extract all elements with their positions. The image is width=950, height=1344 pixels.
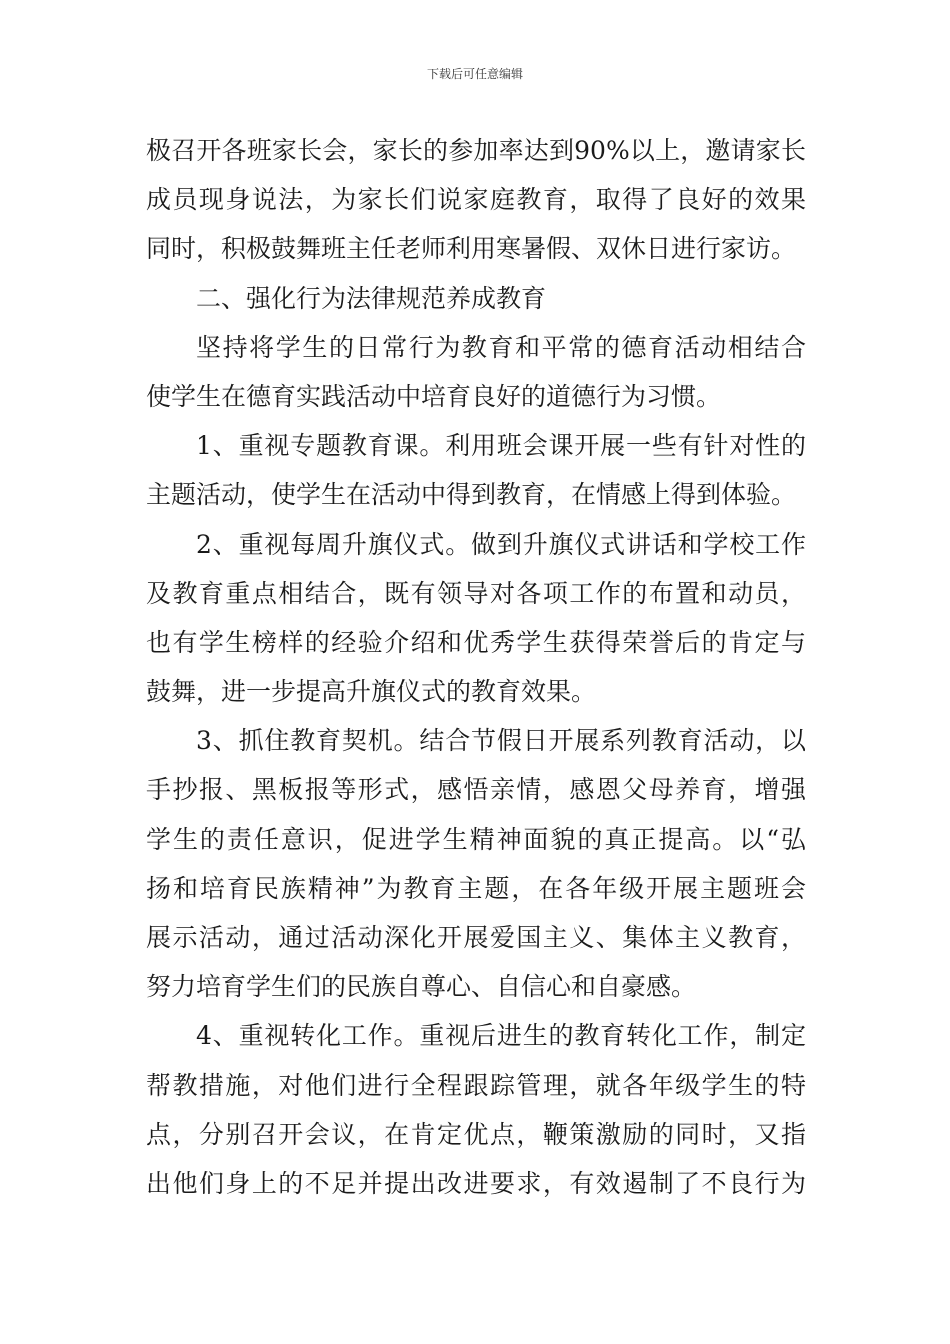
text-line: 2、重视每周升旗仪式。做到升旗仪式讲话和学校工作 [196,529,806,559]
text-line: 也有学生榜样的经验介绍和优秀学生获得荣誉后的肯定与 [146,627,806,657]
text-line: 扬和培育民族精神”为教育主题，在各年级开展主题班会 [146,873,806,903]
document-body [146,126,806,1208]
text-line: 帮教措施，对他们进行全程跟踪管理，就各年级学生的特 [146,1070,806,1100]
text-line: 主题活动，使学生在活动中得到教育，在情感上得到体验。 [146,480,797,510]
page-header: 下载后可任意编辑 [426,67,523,81]
text-line: 坚持将学生的日常行为教育和平常的德育活动相结合 [196,332,806,362]
text-line: 极召开各班家长会，家长的参加率达到90%以上，邀请家长 [146,136,806,165]
text-line: 成员现身说法，为家长们说家庭教育，取得了良好的效果 [146,185,806,215]
text-line: 及教育重点相结合，既有领导对各项工作的布置和动员， [146,578,806,608]
text-line: 点，分别召开会议，在肯定优点，鞭策激励的同时，又指 [146,1119,806,1149]
text-line: 1、重视专题教育课。利用班会课开展一些有针对性的 [196,431,806,461]
text-line: 使学生在德育实践活动中培育良好的道德行为习惯。 [146,381,722,411]
text-line: 展示活动，通过活动深化开展爱国主义、集体主义教育， [146,923,806,952]
text-line: 出他们身上的不足并提出改进要求，有效遏制了不良行为 [146,1168,806,1198]
text-line: 手抄报、黑板报等形式，感悟亲情，感恩父母养育，增强 [146,775,806,805]
text-line: 学生的责任意识，促进学生精神面貌的真正提高。以“弘 [146,824,806,854]
text-line: 努力培育学生们的民族自尊心、自信心和自豪感。 [146,972,697,1002]
section-heading: 二、强化行为法律规范养成教育 [196,283,547,313]
text-line: 4、重视转化工作。重视后进生的教育转化工作，制定 [196,1021,806,1051]
text-line: 鼓舞，进一步提高升旗仪式的教育效果。 [146,677,597,707]
text-line: 3、抓住教育契机。结合节假日开展系列教育活动，以 [196,726,806,756]
text-line: 同时，积极鼓舞班主任老师利用寒暑假、双休日进行家访。 [146,234,797,264]
